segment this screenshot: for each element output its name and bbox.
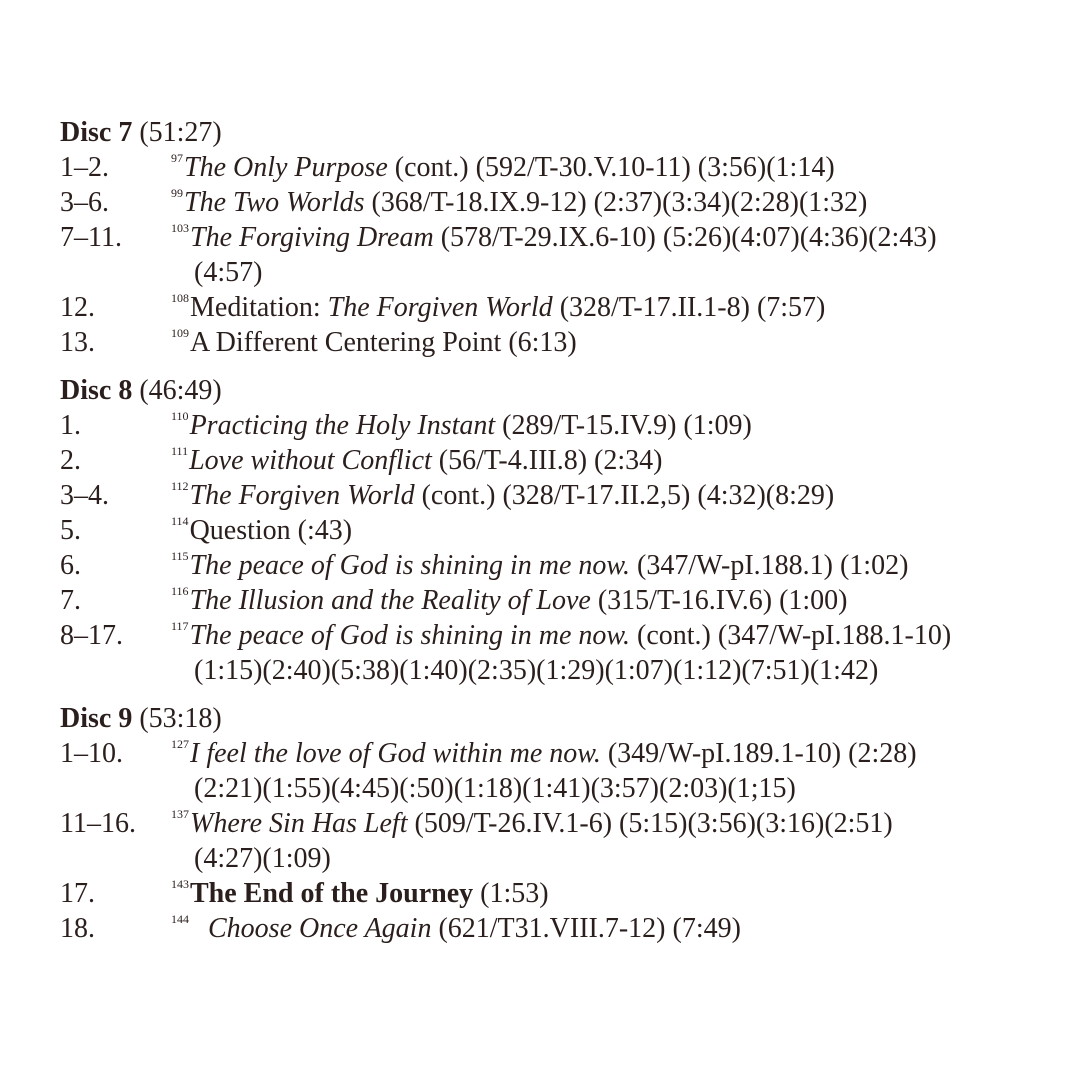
track-number: 3–6. [60, 187, 109, 218]
track-title: Love without Conflict [189, 445, 432, 476]
track-line [173, 806, 1050, 841]
disc-header [60, 702, 1050, 736]
track-line [173, 583, 1050, 618]
track-line [173, 513, 1050, 548]
track-title: Choose Once Again [208, 913, 432, 944]
track-entry [60, 290, 1050, 325]
footnote-marker: 108 [171, 291, 189, 305]
track-detail: (328/T-17.II.1-8) (7:57) [552, 292, 826, 323]
track-number: 1–2. [60, 152, 109, 183]
track-prefix: Question (:43) [189, 515, 353, 546]
track-title: The Two Worlds [184, 187, 365, 218]
track-line [173, 478, 1050, 513]
footnote-marker: 112 [171, 479, 189, 493]
track-title: The Forgiven World [189, 480, 415, 511]
track-number: 2. [60, 445, 81, 476]
track-entry [60, 806, 1050, 876]
footnote-marker: 143 [171, 877, 189, 891]
disc-name: Disc 9 [60, 703, 133, 734]
track-line [173, 220, 1050, 255]
track-entry [60, 150, 1050, 185]
track-line [173, 736, 1050, 771]
track-line [173, 325, 1050, 360]
track-detail: (cont.) (592/T-30.V.10-11) (3:56)(1:14) [387, 152, 835, 183]
footnote-marker: 114 [171, 514, 189, 528]
track-line [173, 876, 1050, 911]
track-line [173, 548, 1050, 583]
track-detail: (cont.) (328/T-17.II.2,5) (4:32)(8:29) [414, 480, 835, 511]
track-entry [60, 876, 1050, 911]
track-title: The Only Purpose [184, 152, 388, 183]
footnote-marker: 109 [171, 326, 189, 340]
track-detail: (56/T-4.III.8) (2:34) [431, 445, 663, 476]
track-entry [60, 220, 1050, 290]
track-entry [60, 443, 1050, 478]
disc-header [60, 116, 1050, 150]
track-continuation: (1:15)(2:40)(5:38)(1:40)(2:35)(1:29)(1:07)(1:12)(7:51)(1:42) [194, 655, 879, 686]
footnote-marker: 127 [171, 737, 189, 751]
track-line [173, 290, 1050, 325]
track-detail: (1:53) [473, 878, 549, 909]
track-line [173, 443, 1050, 478]
footnote-marker: 103 [171, 221, 189, 235]
track-entry [60, 408, 1050, 443]
track-detail: (cont.) (347/W-pI.188.1-10) [630, 620, 952, 651]
track-listing [60, 116, 1050, 960]
track-entry [60, 548, 1050, 583]
track-number: 13. [60, 327, 95, 358]
disc-duration: (46:49) [139, 375, 222, 406]
track-prefix: Meditation: [190, 292, 328, 323]
disc-9-section [60, 702, 1050, 946]
track-title-bold: The End of the Journey [190, 878, 474, 909]
track-number: 17. [60, 878, 95, 909]
track-line [173, 408, 1050, 443]
track-title: I feel the love of God within me now. [190, 738, 601, 769]
track-detail: (621/T31.VIII.7-12) (7:49) [431, 913, 741, 944]
track-number: 1. [60, 410, 81, 441]
track-title: The peace of God is shining in me now. [189, 550, 631, 581]
disc-8-section [60, 374, 1050, 688]
disc-duration: (51:27) [139, 117, 222, 148]
track-entry [60, 583, 1050, 618]
track-number: 8–17. [60, 620, 123, 651]
track-detail: (509/T-26.IV.1-6) (5:15)(3:56)(3:16)(2:51) [407, 808, 893, 839]
track-detail: (578/T-29.IX.6-10) (5:26)(4:07)(4:36)(2:43) [433, 222, 937, 253]
disc-duration: (53:18) [139, 703, 222, 734]
track-number: 18. [60, 913, 95, 944]
track-entry [60, 736, 1050, 806]
track-entry [60, 478, 1050, 513]
track-title: The Forgiving Dream [190, 222, 434, 253]
footnote-marker: 137 [171, 807, 189, 821]
track-entry [60, 185, 1050, 220]
track-number: 12. [60, 292, 95, 323]
track-line [173, 150, 1050, 185]
disc-7-section [60, 116, 1050, 360]
disc-name: Disc 8 [60, 375, 133, 406]
disc-name: Disc 7 [60, 117, 133, 148]
disc-header [60, 374, 1050, 408]
footnote-marker: 117 [171, 619, 189, 633]
track-detail: (289/T-15.IV.9) (1:09) [495, 410, 752, 441]
track-prefix: A Different Centering Point (6:13) [190, 327, 577, 358]
track-continuation: (4:57) [194, 257, 263, 288]
track-number: 6. [60, 550, 81, 581]
track-number: 1–10. [60, 738, 123, 769]
footnote-marker: 99 [171, 186, 183, 200]
track-detail: (368/T-18.IX.9-12) (2:37)(3:34)(2:28)(1:32) [364, 187, 868, 218]
track-title: The peace of God is shining in me now. [189, 620, 631, 651]
track-title: Practicing the Holy Instant [189, 410, 496, 441]
track-title: Where Sin Has Left [190, 808, 408, 839]
track-detail: (347/W-pI.188.1) (1:02) [630, 550, 909, 581]
track-title: The Illusion and the Reality of Love [189, 585, 591, 616]
track-continuation: (2:21)(1:55)(4:45)(:50)(1:18)(1:41)(3:57)(2:03)(1;15) [194, 773, 796, 804]
track-number: 7–11. [60, 222, 122, 253]
track-number: 11–16. [60, 808, 136, 839]
track-number: 3–4. [60, 480, 109, 511]
track-entry [60, 618, 1050, 688]
track-number: 5. [60, 515, 81, 546]
track-detail: (315/T-16.IV.6) (1:00) [590, 585, 848, 616]
track-entry [60, 325, 1050, 360]
track-continuation: (4:27)(1:09) [194, 843, 331, 874]
footnote-marker: 111 [171, 444, 189, 458]
footnote-marker: 110 [171, 409, 189, 423]
track-entry [60, 513, 1050, 548]
footnote-marker: 116 [171, 584, 189, 598]
track-number: 7. [60, 585, 81, 616]
track-line [173, 911, 1050, 946]
track-line [173, 185, 1050, 220]
track-entry [60, 911, 1050, 946]
footnote-marker: 115 [171, 549, 189, 563]
track-line [173, 618, 1050, 653]
track-detail: (349/W-pI.189.1-10) (2:28) [600, 738, 917, 769]
footnote-marker: 97 [171, 151, 183, 165]
footnote-marker: 144 [171, 912, 189, 926]
track-title: The Forgiven World [327, 292, 553, 323]
